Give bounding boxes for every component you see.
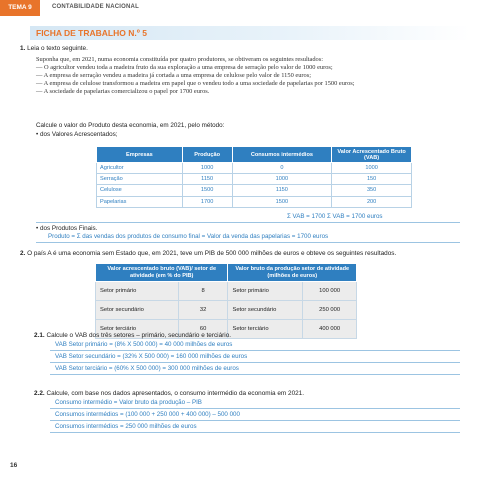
table-header: Valor bruto da produção setor de atividade (milhões de euros) xyxy=(228,264,357,282)
table-header: Consumos intermédios xyxy=(232,147,332,163)
table-cell: 1700 xyxy=(182,196,232,207)
question-2-title xyxy=(20,250,396,257)
table-cell: Setor secundário xyxy=(228,301,303,320)
answer-line xyxy=(36,222,460,223)
table-cell: 250 000 xyxy=(303,301,357,320)
table-cell: Papelarias xyxy=(97,196,183,207)
table-row xyxy=(96,301,357,320)
answer-line xyxy=(50,420,460,421)
question-1-number: 1. xyxy=(20,45,26,52)
sector-table xyxy=(95,263,357,339)
answer-2-1-line: VAB Setor primário = (8% X 500 000) = 40 000 milhões de euros xyxy=(55,341,233,348)
answer-line xyxy=(50,350,460,351)
question-2-1-number: 2.1. xyxy=(34,332,45,339)
table-cell: 1150 xyxy=(232,185,332,196)
bullet-icon: • xyxy=(36,131,39,138)
table-cell: 1000 xyxy=(332,163,412,174)
question-2-2-number: 2.2. xyxy=(34,390,45,397)
bullet-pf-label: dos Produtos Finais. xyxy=(39,225,98,232)
vab-table xyxy=(96,146,412,208)
question-2-2-label: Calcule, com base nos dados apresentados, o consumo intermédio da economia em 2021. xyxy=(46,390,305,397)
question-2-1-label: Calcule o VAB dos três setores – primário, secundário e terciário. xyxy=(46,332,232,339)
table-cell: Setor terciário xyxy=(96,320,179,339)
table-cell: Setor primário xyxy=(96,282,179,301)
ficha-banner xyxy=(30,26,470,40)
table-cell: 1000 xyxy=(232,174,332,185)
table-cell: 200 xyxy=(332,196,412,207)
pf-answer: Produto = Σ das vendas dos produtos de consumo final = Valor da venda das papelarias = 1700 euros xyxy=(48,233,329,240)
table-cell: Serração xyxy=(97,174,183,185)
bullet-icon: • xyxy=(36,225,39,232)
table-cell: 150 xyxy=(332,174,412,185)
scenario-line: — O agricultor vendeu toda a madeira fruto da sua exploração a uma empresa de serração pelo valor de 1000 euros; xyxy=(36,64,333,72)
table-cell: 350 xyxy=(332,185,412,196)
question-1-title xyxy=(20,45,88,52)
question-2-label: O país A é uma economia sem Estado que, em 2021, teve um PIB de 500 000 milhões de euros e obteve os seguintes resultados. xyxy=(27,250,397,257)
answer-2-2-line: Consumo intermédio = Valor bruto da produção – PIB xyxy=(55,399,202,406)
table-header: Produção xyxy=(182,147,232,163)
scenario-line: Suponha que, em 2021, numa economia constituída por quatro produtores, se obtiveram os seguintes resultados: xyxy=(36,56,323,63)
table-header: Valor Acrescentado Bruto (VAB) xyxy=(332,147,412,163)
bullet-pf xyxy=(36,225,97,232)
table-cell: 0 xyxy=(232,163,332,174)
table-cell: 100 000 xyxy=(303,282,357,301)
question-2-2-title xyxy=(34,390,304,397)
table-cell: Setor secundário xyxy=(96,301,179,320)
table-cell: 1150 xyxy=(182,174,232,185)
answer-2-2-line: Consumos intermédios = (100 000 + 250 000 + 400 000) – 500 000 xyxy=(55,411,240,418)
question-2-number: 2. xyxy=(20,250,26,257)
table-header: Empresas xyxy=(97,147,183,163)
table-row xyxy=(96,282,357,301)
sum-answer: Σ VAB = 1700 Σ VAB = 1700 euros xyxy=(287,213,383,220)
table-cell: 8 xyxy=(178,282,228,301)
scenario-line: — A empresa de celulose transformou a madeira em papel que o vendeu todo a uma sociedade de papelarias por 1500 euros; xyxy=(36,80,355,88)
table-cell: Agricultor xyxy=(97,163,183,174)
answer-line xyxy=(50,374,460,375)
answer-line xyxy=(36,242,460,243)
answer-line xyxy=(50,408,460,409)
table-row xyxy=(97,163,412,174)
scenario-line: — A empresa de serração vendeu a madeira já cortada a uma empresa de celulose pelo valor de 1150 euros; xyxy=(36,72,311,80)
answer-2-1-line: VAB Setor terciário = (60% X 500 000) = 300 000 milhões de euros xyxy=(55,365,239,372)
answer-line xyxy=(50,362,460,363)
bullet-vab-label: dos Valores Acrescentados; xyxy=(39,131,118,138)
table-row xyxy=(97,196,412,207)
table-cell: Celulose xyxy=(97,185,183,196)
instruction-text: Calcule o valor do Produto desta economia, em 2021, pelo método: xyxy=(36,122,225,129)
table-cell: Setor primário xyxy=(228,282,303,301)
ficha-title: FICHA DE TRABALHO N.º 5 xyxy=(36,28,147,38)
section-name: CONTABILIDADE NACIONAL xyxy=(52,4,139,10)
table-cell: Setor terciário xyxy=(228,320,303,339)
table-cell: 1000 xyxy=(182,163,232,174)
bullet-vab xyxy=(36,131,118,138)
scenario-text xyxy=(36,56,440,96)
table-cell: 1500 xyxy=(182,185,232,196)
table-cell: 32 xyxy=(178,301,228,320)
table-cell: 60 xyxy=(178,320,228,339)
answer-2-2-line: Consumos intermédios = 250 000 milhões de euros xyxy=(55,423,197,430)
table-cell: 1500 xyxy=(232,196,332,207)
page-number: 16 xyxy=(10,462,18,469)
table-cell: 400 000 xyxy=(303,320,357,339)
scenario-line: — A sociedade de papelarias comercializou o papel por 1700 euros. xyxy=(36,88,210,96)
tema-badge: TEMA 9 xyxy=(0,0,40,16)
question-1-label: Leia o texto seguinte. xyxy=(27,45,88,52)
answer-line xyxy=(50,432,460,433)
table-row xyxy=(97,174,412,185)
table-row xyxy=(97,185,412,196)
answer-2-1-line: VAB Setor secundário = (32% X 500 000) = 160 000 milhões de euros xyxy=(55,353,248,360)
question-2-1-title xyxy=(34,332,231,339)
page-header xyxy=(0,0,480,18)
table-header: Valor acrescentado bruto (VAB)/ setor de atividade (em % do PIB) xyxy=(96,264,228,282)
